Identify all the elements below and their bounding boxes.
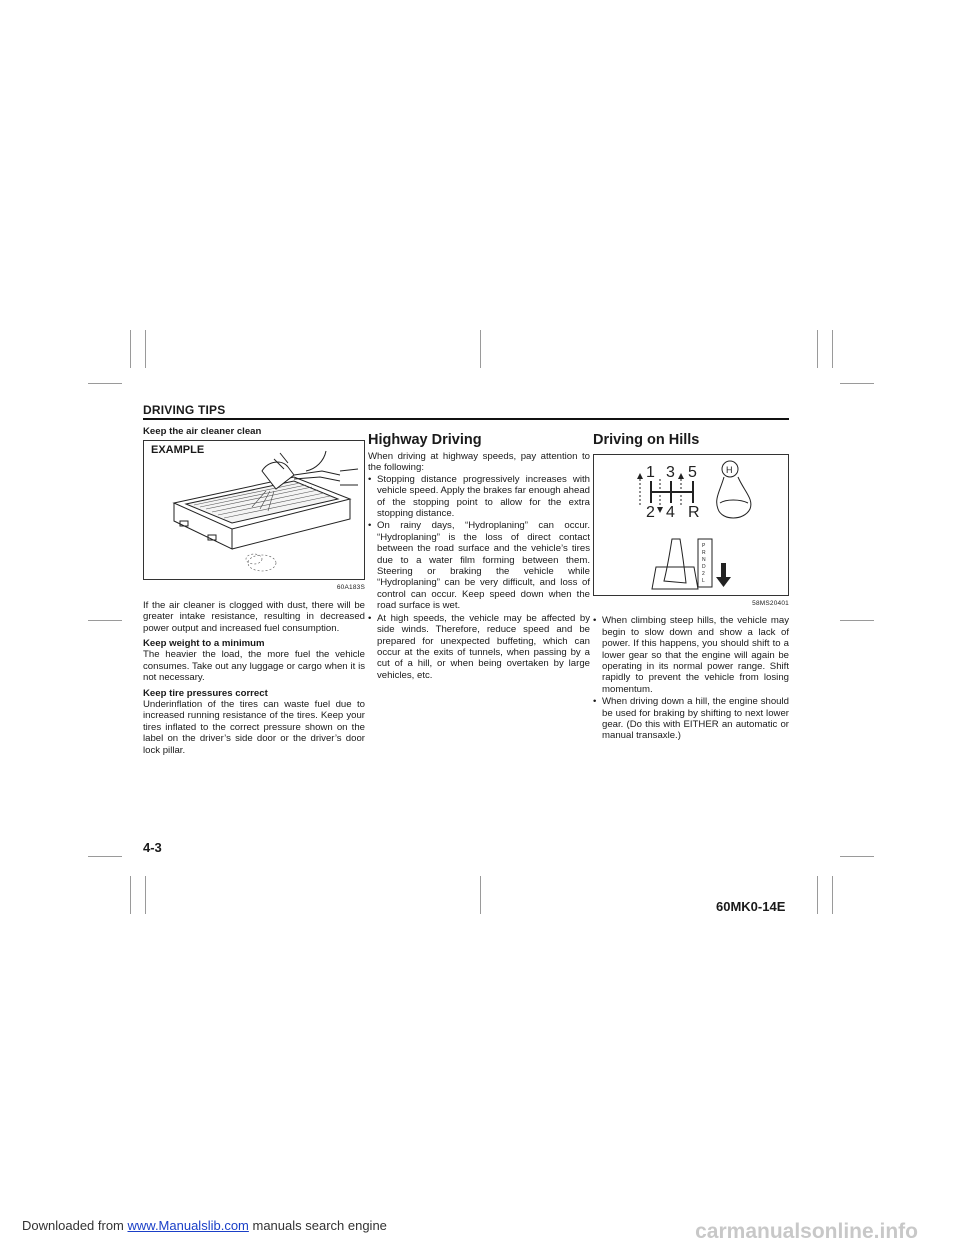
manualslib-link[interactable]: www.Manualslib.com — [127, 1218, 249, 1233]
list-item: • When driving down a hill, the engine should be used for braking by shifting to next lower gear. (Do this with EITHER an automatic or manual transaxle.) — [593, 696, 789, 742]
heading-driving-on-hills: Driving on Hills — [593, 432, 700, 448]
banner-suffix: manuals search engine — [248, 1218, 387, 1233]
gear-label-1: 1 — [646, 464, 655, 481]
list-item: • At high speeds, the vehicle may be affected by side winds. Therefore, reduce speed and be prepared for unexpected buffeting, which can occur at the exits of tunnels, when passing by a cut of a hill, or when being overtaken by large vehicles, etc. — [368, 613, 590, 681]
gear-shift-illustration — [594, 455, 788, 595]
gear-label-4: 4 — [666, 504, 675, 521]
heading-highway-driving: Highway Driving — [368, 432, 482, 448]
list-item: • On rainy days, “Hydroplaning” can occur. “Hydroplaning” is the loss of direct contact between the road surface and the vehicle’s tires due to a water film forming between them. Steering or braking the vehicle while “Hydroplaning” can be very difficult, and loss of control can occur. Keep speed down when the road surface is wet. — [368, 520, 590, 611]
heading-tire-pressure: Keep tire pressures correct — [143, 687, 268, 699]
paragraph-weight: The heavier the load, the more fuel the vehicle consumes. Take out any luggage or cargo when it is not necessary. — [143, 649, 365, 684]
figure-code: 58MS20401 — [752, 600, 789, 607]
auto-label-r: R — [702, 550, 706, 556]
middle-column — [368, 426, 590, 682]
auto-label-d: D — [702, 564, 706, 570]
hills-bullets — [593, 615, 789, 741]
air-cleaner-illustration — [144, 441, 364, 579]
auto-label-l: L — [702, 578, 705, 584]
paragraph-tire-pressure: Underinflation of the tires can waste fuel due to increased running resistance of the tires. Keep your tires inflated to the correct pressure shown on the label on the driver’s side door or the driver’s door lock pillar. — [143, 699, 365, 756]
gear-shift-figure — [593, 454, 789, 596]
gear-label-2: 2 — [646, 504, 655, 521]
document-code: 60MK0-14E — [716, 899, 786, 914]
section-title: DRIVING TIPS — [143, 403, 226, 417]
heading-weight: Keep weight to a minimum — [143, 638, 265, 650]
highway-bullets — [368, 474, 590, 681]
right-column — [593, 426, 789, 743]
list-item: • Stopping distance progressively increases with vehicle speed. Apply the brakes far enough ahead of the stopping point to allow for the extra stopping distance. — [368, 474, 590, 520]
highway-intro: When driving at highway speeds, pay attention to the following: — [368, 451, 590, 474]
paragraph-air-cleaner: If the air cleaner is clogged with dust, there will be greater intake resistance, resulting in decreased power output and increased fuel consumption. — [143, 599, 365, 634]
watermark-text: carmanualsonline.info — [695, 1220, 918, 1243]
air-cleaner-figure — [143, 440, 365, 580]
gear-label-3: 3 — [666, 464, 675, 481]
left-column — [143, 426, 365, 760]
list-item: • When climbing steep hills, the vehicle may begin to slow down and show a lack of power. If this happens, you should shift to a lower gear so that the engine will again be operating in its normal power range. Shift rapidly to prevent the vehicle from losing momentum. — [593, 615, 789, 695]
heading-air-cleaner: Keep the air cleaner clean — [143, 426, 262, 437]
header-rule — [143, 418, 789, 420]
knob-label: H — [726, 465, 733, 475]
banner-prefix: Downloaded from — [22, 1218, 128, 1233]
auto-label-2: 2 — [702, 571, 705, 577]
figure-label: EXAMPLE — [151, 444, 205, 457]
page-number: 4-3 — [143, 840, 162, 855]
download-banner — [22, 1218, 387, 1233]
auto-label-p: P — [702, 543, 706, 549]
auto-label-n: N — [702, 557, 706, 563]
gear-label-5: 5 — [688, 464, 697, 481]
gear-label-r: R — [688, 504, 700, 521]
figure-code: 60A183S — [336, 584, 365, 592]
